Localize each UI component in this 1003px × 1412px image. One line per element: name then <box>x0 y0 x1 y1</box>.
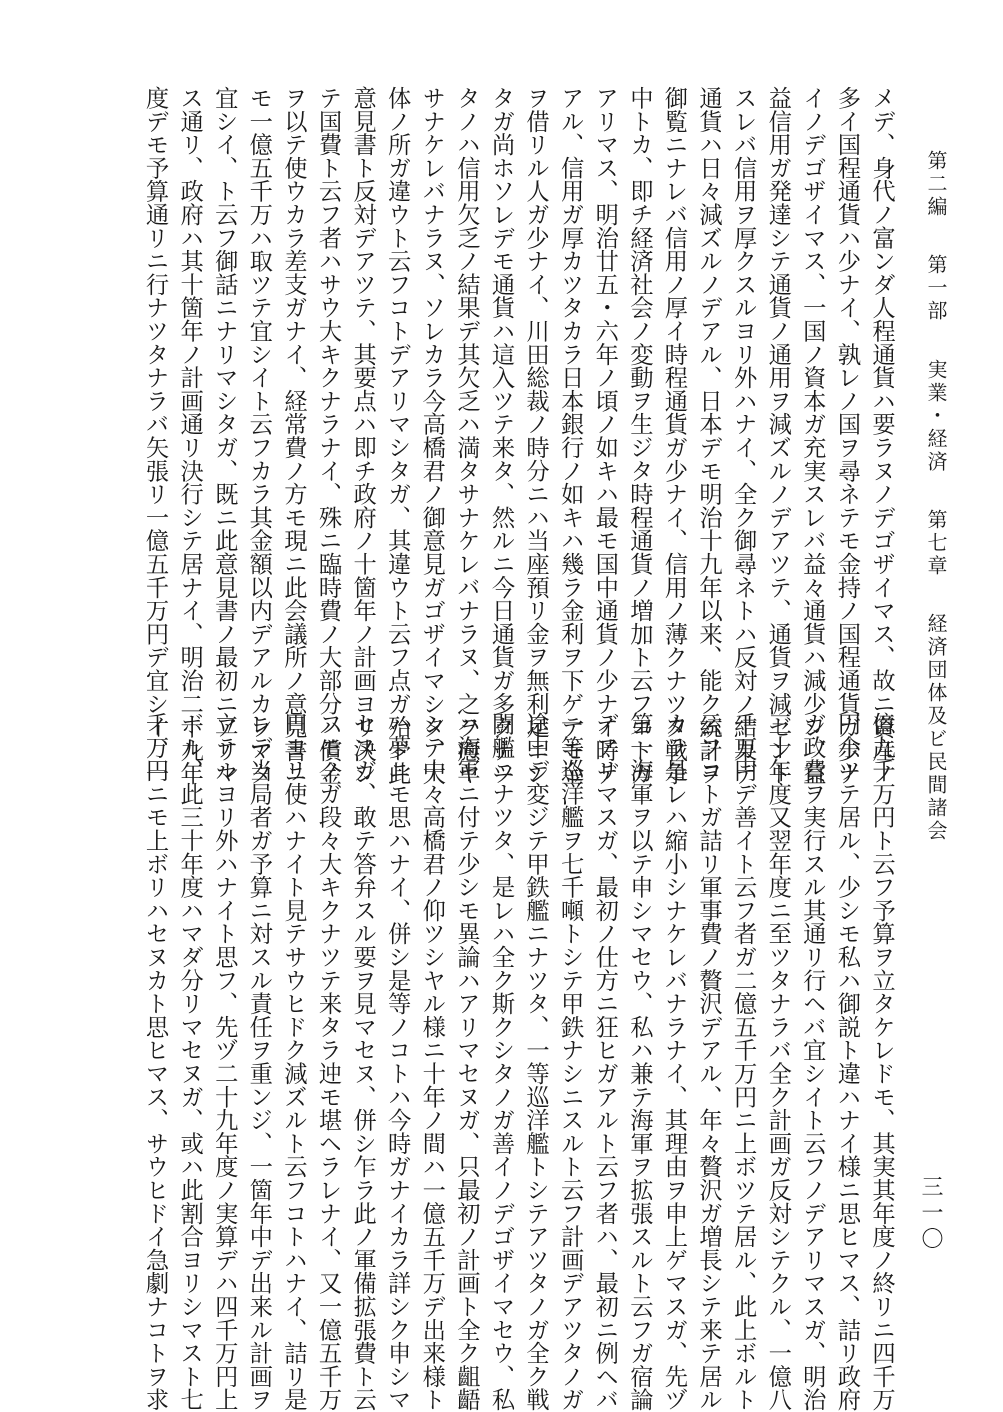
text-line: ス通リ、政府ハ其十箇年ノ計画通リ決行シテ居ナイ、明治二十九年 <box>176 86 204 785</box>
text-line: イノデゴザイマス、一国ノ資本ガ充実スレバ益々通貨ハ減少シ、益 <box>798 86 826 785</box>
text-block-upper <box>68 86 898 785</box>
text-line: ガ政費ヲ実行スル其通リ行ヘバ宜シイト云フノデアリマスガ、明治 <box>798 712 826 1411</box>
text-block-lower <box>68 712 898 1411</box>
header-chapter-title: 経済団体及ビ民間諸会 <box>924 613 948 844</box>
text-line: 立テルヨリ外ハナイト思フ、先ヅ二十九年度ノ実算デハ四千万円上 <box>210 712 238 1411</box>
text-line: 円余ツテ居ル、少シモ私ハ御説ト違ハナイ様ニ思ヒマス、詰リ政府 <box>833 712 861 1411</box>
header-part: 第二編 <box>924 150 948 219</box>
text-line: 中トカ、即チ経済社会ノ変動ヲ生ジタ時程通貨ノ増加ト云フコトガ <box>625 86 653 785</box>
text-line: 云フコトガ詰リ軍事費ノ贅沢デアル、年々贅沢ガ増長シテ来テ居ル <box>695 712 723 1411</box>
text-line: ハ海軍ニ付テ少シモ異論ハアリマセヌガ、只最初ノ計画ト全ク齟齬 <box>452 712 480 1411</box>
text-line: アル、信用ガ厚カツタカラ日本銀行ノ如キハ幾ラ金利ヲ下ゲテモ金 <box>556 86 584 785</box>
text-line: レデ当局者ガ予算ニ対スル責任ヲ重ンジ、一箇年中デ出来ル計画ヲ <box>245 712 273 1411</box>
text-line: 途中デ変ジテ甲鉄艦ニナツタ、一等巡洋艦トシテアツタノガ全ク戦 <box>522 712 550 1411</box>
text-line: 多イ国程通貨ハ少ナイ、孰レノ国ヲ尋ネテモ金持ノ国程通貨ガ少ナ <box>833 86 861 785</box>
header-subject: 実業・経済 <box>924 358 948 474</box>
text-line: ボル、此三十年度ハマダ分リマセヌガ、或ハ此割合ヨリシマスト七 <box>176 712 204 1411</box>
text-line: 闘艦ニナツタ、是レハ全ク斯クシタノガ善イノデゴザイマセウ、私 <box>487 712 515 1411</box>
text-line: 体ノ所ガ違ウト云フコトデアリマシタガ、其違ウト云フ点ガ殆ド此 <box>383 86 411 785</box>
text-line: ハ夢ニモ思ハナイ、併シ是等ノコトハ今時ガナイカラ詳シク申シマ <box>383 712 411 1411</box>
text-line: タノハ信用欠乏ノ結果デ其欠乏ハ満タサナケレバナラヌ、之ヲ癒ヤ <box>452 86 480 785</box>
text-line: タガ尚ホソレデモ通貨ハ這入ツテ来タ、然ルニ今日通貨ガ多クナツ <box>487 86 515 785</box>
text-line: ヲ借リル人ガ少ナイ、川田総裁ノ時分ニハ当座預リ金ヲ無利足ニシ <box>522 86 550 785</box>
text-line: セヌガ、敢テ答弁スル要ヲ見マセヌ、併シ乍ラ此ノ軍備拡張費ト云 <box>349 712 377 1411</box>
text-line: モ一億五千万ハ取ツテ宜シイト云フカラ其金額以内デアルカラマタ <box>245 86 273 785</box>
text-line: 御覧ニナレバ信用ノ厚イ時程通貨ガ少ナイ、信用ノ薄クナツタ戦争 <box>660 86 688 785</box>
text-line: サナケレバナラヌ、ソレカラ今高橋君ノ御意見ガゴザイマシタ、大 <box>418 86 446 785</box>
text-line: 億九千万円ト云フ予算ヲ立タケレドモ、其実其年度ノ終リニ四千万 <box>868 712 895 1411</box>
text-line: 円ヨリ使ハナイト見テサウヒドク減ズルト云フコトハナイ、詰リ是 <box>279 712 307 1411</box>
text-line: 一等巡洋艦ヲ七千噸トシテ甲鉄ナシニスルト云フ計画デアツタノガ <box>556 712 584 1411</box>
running-header <box>916 150 956 844</box>
header-section: 第一部 <box>924 254 948 324</box>
text-line: ヲ以テ使ウカラ差支ガナイ、経常費ノ方モ現ニ此会議所ノ意見書ニ <box>279 86 307 785</box>
text-line: 第一海軍ヲ以テ申シマセウ、私ハ兼テ海軍ヲ拡張スルト云フガ宿論 <box>625 712 653 1411</box>
text-line: スレバ信用ヲ厚クスルヨリ外ハナイ、全ク御尋ネトハ反対ノ結果デ <box>729 86 757 785</box>
text-line: シテ中々高橋君ノ仰ツシヤル様ニ十年ノ間ハ一億五千万デ出来様ト <box>418 712 446 1411</box>
text-line: 千万円デ善イト云フ者ガ二億五千万円ニ上ボツテ居ル、此上ボルト <box>729 712 757 1411</box>
header-chapter: 第七章 <box>924 509 948 579</box>
text-line: テ国費ト云フ者ハサウ大キクナラナイ、殊ニ臨時費ノ大部分ハ償金 <box>314 86 342 785</box>
text-line: 通貨ハ日々減ズルノデアル、日本デモ明治十九年以来、能ク統計ヲ <box>695 86 723 785</box>
text-line: 意見書ト反対デアツテ、其要点ハ即チ政府ノ十箇年ノ計画ヨリ決シ <box>349 86 377 785</box>
text-line: メデ、身代ノ富ンダ人程通貨ハ要ラヌノデゴザイマス、故ニ資産ノ <box>868 86 895 785</box>
text-line: 三十年度又翌年度ニ至ツタナラバ全ク計画ガ反対シテクル、一億八 <box>764 712 792 1411</box>
text-line: 度デモ予算通リニ行ナツタナラバ矢張リ一億五千万円デ宜シイ、一 <box>141 86 169 785</box>
page-number: 三一〇 <box>918 1175 943 1253</box>
text-line: 宜シイ、ト云フ御話ニナリマシタガ、既ニ此意見書ノ最初ニアリマ <box>210 86 238 785</box>
text-line: 益信用ガ発達シテ通貨ノ通用ヲ減ズルノデアツテ、通貨ヲ減ゼント <box>764 86 792 785</box>
text-line: アリマス、明治廿五・六年ノ頃ノ如キハ最モ国中通貨ノ少ナイ時デ <box>591 86 619 785</box>
text-line: 千万円ニモ上ボリハセヌカト思ヒマス、サウヒドイ急劇ナコトヲ求 <box>141 712 169 1411</box>
text-line: カラ是レハ縮小シナケレバナラナイ、其理由ヲ申上ゲマスガ、先ヅ <box>660 712 688 1411</box>
text-line: フモノガ段々大キクナツテ来タラ迚モ堪ヘラレナイ、又一億五千万 <box>314 712 342 1411</box>
text-line: デアリマスガ、最初ノ仕方ニ狂ヒガアルト云フ者ハ、最初ニ例ヘバ <box>591 712 619 1411</box>
